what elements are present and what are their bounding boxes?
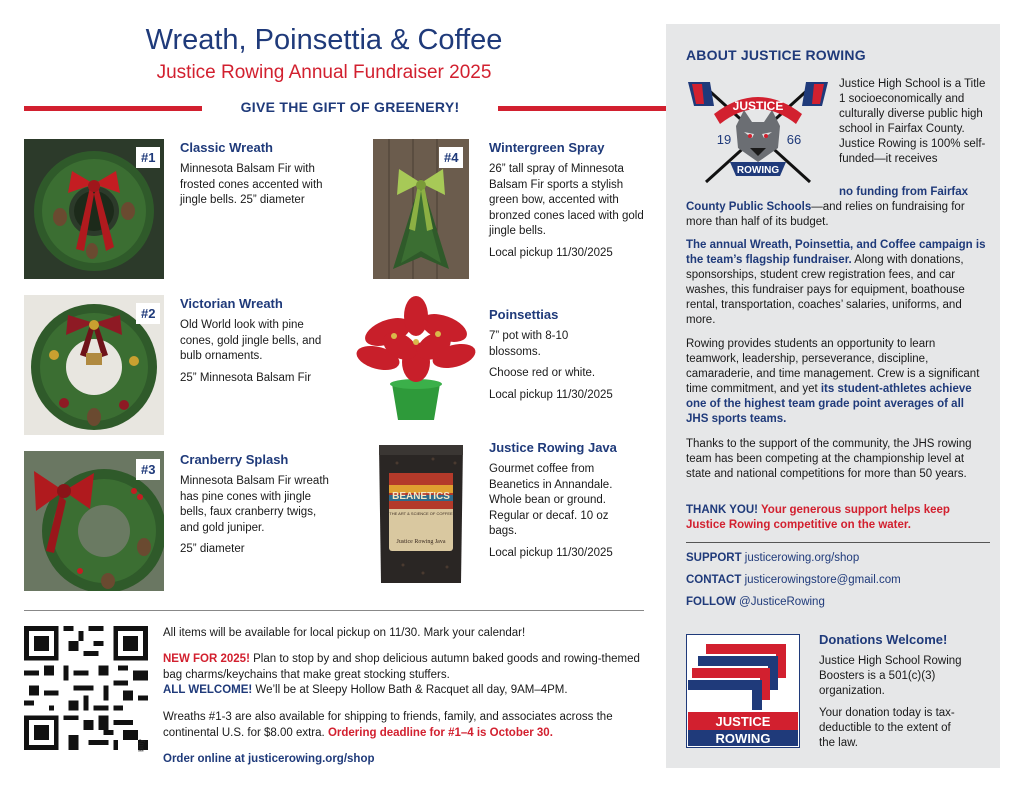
boosters-word-1: JUSTICE [715, 714, 771, 729]
product-name-poinsettias: Poinsettias [489, 307, 559, 322]
support-row[interactable] [686, 552, 859, 564]
welcome-text: We’ll be at Sleepy Hollow Bath & Racquet all day, 9AM–4PM. [252, 684, 568, 696]
thank-you-text: Your generous support helps keep Justice Rowing competitive on the water. [686, 504, 950, 531]
product-desc-line: 25” diameter [180, 543, 245, 555]
section-banner: GIVE THE GIFT OF GREENERY! [240, 99, 460, 115]
contact-row[interactable] [686, 574, 901, 586]
logo-bottom-word: ROWING [736, 165, 780, 176]
justice-rowing-wolf-logo [684, 76, 832, 188]
product-desc-classic-wreath [180, 162, 330, 215]
victorian-wreath-image [24, 295, 164, 435]
funding-bold-a: no funding from Fairfax [839, 186, 969, 198]
product-desc-line: Gourmet coffee from Beanetics in Annandale. Whole bean or ground. Regular or decaf. 10 oz bags. [489, 463, 613, 537]
product-desc-java [489, 462, 637, 567]
thank-you-label: THANK YOU! [686, 504, 758, 516]
flagship-bold: The annual Wreath, Poinsettia, and Coffee campaign is the team’s flagship fundraiser. [686, 239, 986, 266]
new-label: NEW FOR 2025! [163, 653, 250, 665]
product-name-victorian-wreath: Victorian Wreath [180, 296, 283, 311]
logo-word: JUSTICE [732, 99, 784, 113]
follow-label: FOLLOW [686, 596, 736, 608]
about-title: ABOUT JUSTICE ROWING [686, 47, 866, 63]
donations-p1: Justice High School Rowing Boosters is a 501(c)(3) organization. [819, 655, 962, 697]
product-desc-line: Minnesota Balsam Fir with frosted cones accented with jingle bells. 25” diameter [180, 163, 323, 206]
ordering-deadline: Ordering deadline for #1–4 is October 30. [327, 726, 553, 739]
support-link[interactable]: justicerowing.org/shop [744, 552, 860, 564]
follow-row[interactable] [686, 596, 825, 608]
product-number-badge: #3 [136, 459, 160, 480]
about-p2 [686, 238, 986, 328]
product-desc-line: Choose red or white. [489, 367, 596, 379]
page-title: Wreath, Poinsettia & Coffee [145, 24, 503, 56]
thank-you-note [686, 503, 986, 533]
product-desc-wintergreen-spray [489, 162, 644, 267]
qr-tag: bitly [138, 739, 146, 752]
banner-rule-right [498, 106, 666, 111]
product-desc-line: 26” tall spray of Minnesota Balsam Fir sports a stylish green bow, accented with bronzed cones laced with gold jingle bells. [489, 163, 644, 237]
section-divider [24, 610, 644, 611]
product-name-cranberry-splash: Cranberry Splash [180, 452, 289, 467]
funding-bold-b: County Public Schools [686, 201, 812, 213]
product-desc-cranberry-splash [180, 474, 330, 564]
product-desc-line: Local pickup 11/30/2025 [489, 246, 613, 259]
donations-title: Donations Welcome! [819, 632, 948, 647]
product-name-classic-wreath: Classic Wreath [180, 140, 273, 155]
coffee-bag-brand: BEANETICS [392, 491, 450, 502]
product-desc-poinsettias [489, 329, 639, 409]
about-p3 [686, 337, 986, 427]
product-desc-line: 7” pot with 8-10 blossoms. [489, 330, 569, 358]
qr-code[interactable] [24, 626, 148, 750]
product-number-badge: #4 [439, 147, 463, 168]
contact-label: CONTACT [686, 574, 742, 586]
about-p1-rest [686, 200, 990, 230]
shipping-text: Wreaths #1-3 are also available for shipping to friends, family, and associates across the continental U.S. for $8.00 extra. [163, 711, 613, 739]
flagship-text: Along with donations, sponsorships, student crew registration fees, and car washes, this fundraiser pays for equipment, boathouse rental, transportation, coaches’ salaries, uniforms, and more. [686, 254, 965, 326]
product-desc-line: Minnesota Balsam Fir wreath has pine cones with jingle bells, faux cranberry twigs, and gold juniper. [180, 475, 329, 534]
welcome-label: ALL WELCOME! [163, 684, 253, 696]
logo-year-left: 19 [716, 132, 732, 147]
contact-email-link[interactable]: justicerowingstore@gmail.com [744, 574, 901, 586]
coffee-bag-tagline: THE ART & SCIENCE OF COFFEE [389, 511, 453, 516]
shipping-note [163, 710, 643, 741]
page-subtitle: Justice Rowing Annual Fundraiser 2025 [156, 62, 492, 83]
pickup-note: All items will be available for local pickup on 11/30. Mark your calendar! [163, 627, 526, 639]
logo-year-right: 66 [786, 132, 802, 147]
product-number-badge: #2 [136, 303, 160, 324]
product-desc-line: Local pickup 11/30/2025 [489, 388, 613, 401]
product-desc-line: 25” Minnesota Balsam Fir [180, 371, 312, 384]
product-desc-line: Old World look with pine cones, gold jingle bells, and bulb ornaments. [180, 319, 322, 362]
gpa-bold: its student-athletes achieve one of the highest team grade point averages of all JHS sports teams. [686, 383, 972, 425]
product-desc-victorian-wreath [180, 318, 340, 392]
wintergreen-spray-image [373, 139, 469, 279]
poinsettia-image [348, 292, 484, 424]
product-name-wintergreen-spray: Wintergreen Spray [489, 140, 605, 155]
boosters-logo [686, 634, 800, 748]
new-for-2025-note [163, 652, 643, 699]
sidebar-divider [686, 542, 990, 543]
about-p1-bold-a [839, 185, 991, 200]
about-p1-top: Justice High School is a Title 1 socioeconomically and culturally diverse public high school in Fairfax County. Justice Rowing is 100% self-funded—it receives [839, 78, 986, 165]
product-desc-line: Local pickup 11/30/2025 [489, 546, 613, 559]
cranberry-splash-image [24, 451, 164, 591]
new-text: Plan to stop by and shop delicious autumn baked goods and rowing-themed bag charms/keychains that make great stocking stuffers. [163, 653, 640, 681]
coffee-bag-label: Justice Rowing Java [396, 539, 446, 545]
coffee-bag-image [373, 439, 469, 589]
product-number-badge: #1 [136, 147, 160, 168]
support-label: SUPPORT [686, 552, 742, 564]
follow-handle-link[interactable]: @JusticeRowing [739, 596, 825, 608]
funding-rest: —and relies on fundraising for more than half of its budget. [686, 201, 965, 228]
product-name-java: Justice Rowing Java [489, 440, 617, 455]
boosters-word-2: ROWING [715, 731, 771, 746]
classic-wreath-image [24, 139, 164, 279]
donations-p2: Your donation today is tax-deductible to the extent of the law. [819, 707, 955, 749]
about-p4: Thanks to the support of the community, the JHS rowing team has been competing at the championship level at state and national competitions for more than 50 years. [686, 438, 972, 480]
rowing-benefits-text: Rowing provides students an opportunity to learn teamwork, leadership, perseverance, discipline, camaraderie, and time management. Crew is a significant time commitment, and yet [686, 338, 980, 395]
order-online-link[interactable]: Order online at justicerowing.org/shop [163, 753, 375, 765]
banner-rule-left [24, 106, 202, 111]
